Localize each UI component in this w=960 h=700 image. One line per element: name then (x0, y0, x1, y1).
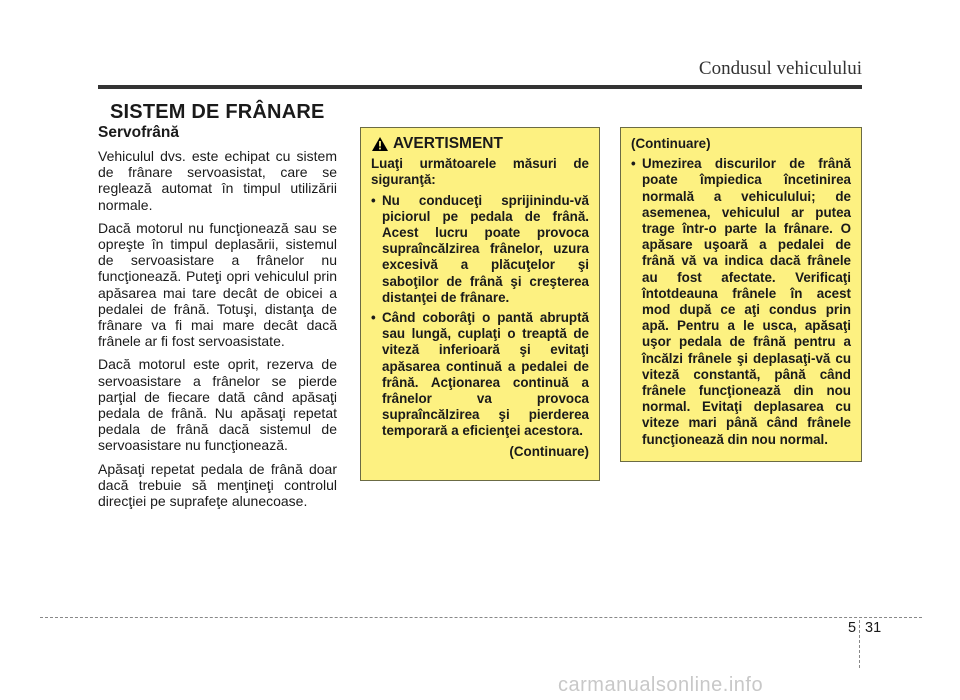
warning-list (371, 193, 589, 440)
section-title: SISTEM DE FRÂNARE (110, 101, 325, 123)
footer-rule (40, 617, 922, 618)
subsection-title: Servofrână (98, 124, 179, 141)
warning-item-text: Când coborâţi o pantă abruptă sau lungă, cuplaţi o treaptă de viteză inferioară şi evitaţi apăsarea continuă a pedalei de frână. Acţionarea continuă a frânelor va provoca supraîncălzirea şi pierderea temporară a eficienţei acestora. (382, 310, 589, 439)
page-number-separator (859, 620, 860, 668)
continuation-heading: (Continuare) (631, 136, 711, 151)
warning-title: AVERTISMENT (393, 135, 503, 152)
warning-header (371, 136, 589, 152)
continued-label: (Continuare) (509, 443, 589, 459)
continuation-list (631, 156, 851, 448)
body-paragraph: Dacă motorul nu funcţionează sau se opreşte în timpul deplasării, sistemul de servoasistare a frânelor nu funcţionează. Puteţi opri vehiculul prin apăsarea mai tare decât de obicei a pedalei de frână. Totuşi, distanţa de frânare va fi mai mare decât dacă frânele ar fi fost servoasistate. (98, 219, 337, 350)
chapter-header-title: Condusul vehiculului (698, 58, 862, 79)
warning-triangle-icon (371, 136, 389, 152)
continuation-item-text: Umezirea discurilor de frână poate împiedica încetinirea normală a vehiculului; de asemenea, vehiculul ar putea trage într-o parte la frânare. O apăsare uşoară a pedalei de frână vă va indica dacă frânele au fost afectate. Verificaţi întotdeauna frânele în acest mod după ce aţi condus prin apă. Pentru a le usca, apăsaţi uşor pedala de frână pentru a încălzi frânele şi deplasaţi-vă cu viteză constantă, până când frânele funcţionează din nou normal. Evitaţi deplasarea cu viteze mari până când frânele funcţionează din nou normal. (642, 156, 851, 447)
header-rule (98, 85, 862, 89)
bullet-marker: • (371, 192, 376, 208)
warning-item-text: Nu conduceţi sprijinindu-vă piciorul pe pedala de frână. Acest lucru poate provoca supraîncălzirea frânelor, uzura excesivă a plăcuţelor şi saboţilor de frână şi creşterea distanţei de frânare. (382, 192, 589, 305)
warning-intro: Luaţi următoarele măsuri de siguranţă: (371, 156, 589, 188)
bullet-marker: • (631, 156, 636, 172)
continuation-list-item (631, 156, 851, 448)
body-paragraph: Dacă motorul este oprit, rezerva de servoasistare a frânelor se pierde parţial de fiecare dată când apăsaţi pedala de frână. Nu apăsaţi repetat pedala de frână dacă sistemul de servoasistare nu funcţionează. (98, 356, 337, 454)
warning-list-item (371, 193, 589, 306)
body-paragraph: Apăsaţi repetat pedala de frână doar dacă trebuie să menţineţi controlul direcţiei pe suprafeţe alunecoase. (98, 460, 337, 510)
warning-list-item (371, 310, 589, 440)
bullet-marker: • (371, 310, 376, 326)
body-paragraph: Vehiculul dvs. este echipat cu sistem de frânare servoasistat, care se reglează automat în timpul utilizării normale. (98, 148, 337, 213)
warning-continuation-box (620, 127, 862, 462)
chapter-number: 5 (848, 620, 857, 636)
body-text-column (98, 148, 337, 516)
warning-box (360, 127, 600, 481)
watermark: carmanualsonline.info (558, 674, 764, 696)
page-number: 31 (865, 620, 882, 636)
